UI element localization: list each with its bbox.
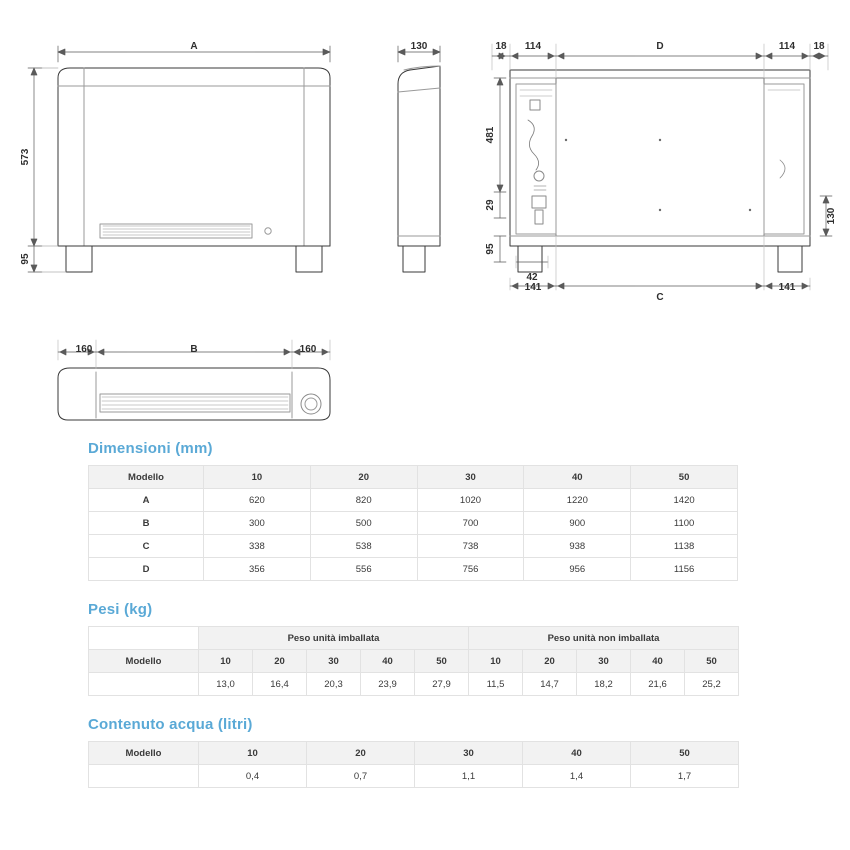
pesi-imb-10: 10 <box>199 650 253 673</box>
dim-label-481: 481 <box>485 126 496 144</box>
table-row <box>89 558 738 581</box>
pesi-imb-50: 50 <box>415 650 469 673</box>
col-modello: Modello <box>89 466 204 489</box>
pesi-imb-40: 40 <box>361 650 415 673</box>
acqua-val-10: 0,4 <box>199 765 307 788</box>
pesi-nonimb-20: 20 <box>523 650 577 673</box>
dim-label-130-rear: 130 <box>826 207 837 225</box>
section-title-contenuto-acqua: Contenuto acqua (litri) <box>88 716 253 733</box>
front-dim-95 <box>28 246 66 272</box>
row-label-a: A <box>89 489 204 512</box>
section-pesi <box>0 601 850 696</box>
cell-a-10: 620 <box>204 489 311 512</box>
cell-c-20: 538 <box>310 535 417 558</box>
col-20: 20 <box>310 466 417 489</box>
dim-label-95-rear: 95 <box>485 243 496 255</box>
table-row <box>89 535 738 558</box>
table-row <box>89 673 739 696</box>
col-50: 50 <box>631 466 738 489</box>
pesi-nonimb-30: 30 <box>577 650 631 673</box>
dim-label-160-right: 160 <box>299 344 317 355</box>
pesi-val-nonimb-20: 14,7 <box>523 673 577 696</box>
table-dimensioni <box>88 465 738 581</box>
acqua-val-40: 1,4 <box>523 765 631 788</box>
table-contenuto-acqua <box>88 741 739 788</box>
pesi-values-rowlabel <box>89 673 199 696</box>
cell-a-40: 1220 <box>524 489 631 512</box>
top-view-drawing <box>58 368 330 420</box>
pesi-val-nonimb-30: 18,2 <box>577 673 631 696</box>
pesi-nonimb-40: 40 <box>631 650 685 673</box>
acqua-col-10: 10 <box>199 742 307 765</box>
dim-label-18-left: 18 <box>495 41 507 52</box>
dim-label-18-right: 18 <box>813 41 825 52</box>
pesi-val-imb-40: 23,9 <box>361 673 415 696</box>
cell-c-40: 938 <box>524 535 631 558</box>
acqua-rowlabel <box>89 765 199 788</box>
cell-a-20: 820 <box>310 489 417 512</box>
acqua-col-50: 50 <box>631 742 739 765</box>
dim-label-114-right: 114 <box>778 41 796 52</box>
dim-label-141-right: 141 <box>778 282 796 293</box>
section-dimensioni <box>0 440 850 581</box>
group-peso-non-imballata: Peso unità non imballata <box>469 627 739 650</box>
cell-b-40: 900 <box>524 512 631 535</box>
table-row <box>89 765 739 788</box>
pesi-val-nonimb-10: 11,5 <box>469 673 523 696</box>
pesi-val-imb-10: 13,0 <box>199 673 253 696</box>
row-label-d: D <box>89 558 204 581</box>
table-row <box>89 742 739 765</box>
dim-label-141-left: 141 <box>524 282 542 293</box>
section-contenuto-acqua <box>0 716 850 788</box>
cell-b-50: 1100 <box>631 512 738 535</box>
pesi-corner-cell <box>89 627 199 650</box>
cell-c-50: 1138 <box>631 535 738 558</box>
pesi-nonimb-10: 10 <box>469 650 523 673</box>
pesi-val-nonimb-40: 21,6 <box>631 673 685 696</box>
dim-label-A: A <box>190 41 198 52</box>
cell-d-30: 756 <box>417 558 524 581</box>
table-row <box>89 512 738 535</box>
dim-label-130-side: 130 <box>410 41 428 52</box>
cell-c-30: 738 <box>417 535 524 558</box>
pesi-val-imb-20: 16,4 <box>253 673 307 696</box>
front-dim-573 <box>28 68 58 246</box>
pesi-imb-20: 20 <box>253 650 307 673</box>
cell-b-30: 700 <box>417 512 524 535</box>
pesi-val-imb-50: 27,9 <box>415 673 469 696</box>
rear-view-drawing <box>510 70 810 272</box>
cell-d-20: 556 <box>310 558 417 581</box>
dim-label-573: 573 <box>20 148 31 166</box>
cell-b-10: 300 <box>204 512 311 535</box>
acqua-val-20: 0,7 <box>307 765 415 788</box>
section-title-pesi: Pesi (kg) <box>88 601 153 618</box>
row-label-b: B <box>89 512 204 535</box>
rear-dims-bottom <box>510 236 810 290</box>
table-pesi <box>88 626 739 696</box>
cell-d-40: 956 <box>524 558 631 581</box>
col-40: 40 <box>524 466 631 489</box>
pesi-col-modello: Modello <box>89 650 199 673</box>
dim-label-114-left: 114 <box>524 41 542 52</box>
dim-label-C: C <box>656 292 664 303</box>
acqua-col-40: 40 <box>523 742 631 765</box>
pesi-val-nonimb-50: 25,2 <box>685 673 739 696</box>
rear-dims-left <box>494 78 506 262</box>
front-view-drawing <box>58 68 330 272</box>
pesi-nonimb-50: 50 <box>685 650 739 673</box>
dim-label-42: 42 <box>526 272 538 283</box>
table-row <box>89 489 738 512</box>
row-label-c: C <box>89 535 204 558</box>
cell-a-50: 1420 <box>631 489 738 512</box>
dim-label-B: B <box>190 344 198 355</box>
table-row <box>89 627 739 650</box>
dim-label-D: D <box>656 41 664 52</box>
section-title-dimensioni: Dimensioni (mm) <box>88 440 213 457</box>
table-row <box>89 466 738 489</box>
cell-b-20: 500 <box>310 512 417 535</box>
acqua-val-30: 1,1 <box>415 765 523 788</box>
pesi-val-imb-30: 20,3 <box>307 673 361 696</box>
side-view-drawing <box>398 66 440 272</box>
table-row <box>89 650 739 673</box>
col-30: 30 <box>417 466 524 489</box>
cell-a-30: 1020 <box>417 489 524 512</box>
acqua-col-30: 30 <box>415 742 523 765</box>
acqua-val-50: 1,7 <box>631 765 739 788</box>
acqua-col-20: 20 <box>307 742 415 765</box>
dim-label-95-front: 95 <box>20 253 31 265</box>
group-peso-imballata: Peso unità imballata <box>199 627 469 650</box>
dim-label-160-left: 160 <box>75 344 93 355</box>
pesi-imb-30: 30 <box>307 650 361 673</box>
cell-d-50: 1156 <box>631 558 738 581</box>
cell-d-10: 356 <box>204 558 311 581</box>
acqua-col-modello: Modello <box>89 742 199 765</box>
dim-label-29: 29 <box>485 199 496 211</box>
cell-c-10: 338 <box>204 535 311 558</box>
col-10: 10 <box>204 466 311 489</box>
